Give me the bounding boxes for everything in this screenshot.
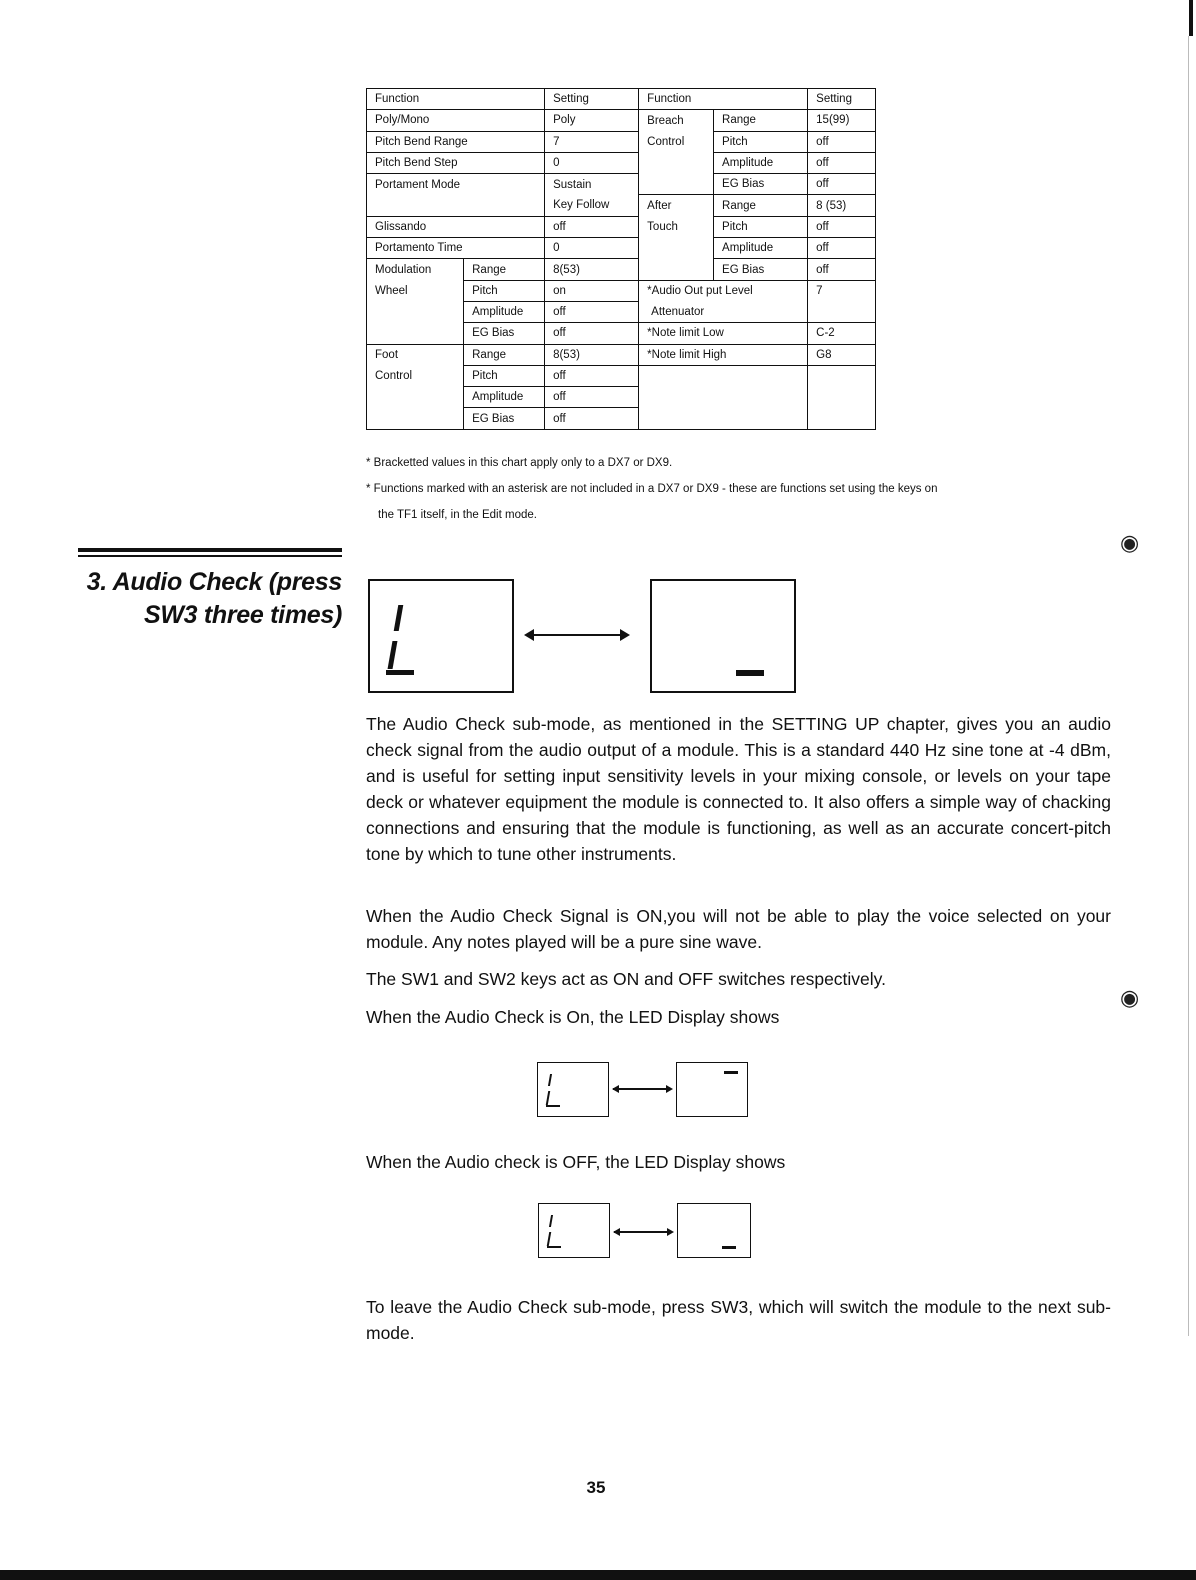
table-cell: EG Bias	[464, 323, 545, 344]
led-segment	[736, 670, 764, 676]
scan-mark: ◉	[1120, 530, 1140, 555]
led-arrow	[614, 1231, 672, 1233]
table-row	[367, 110, 876, 131]
table-row	[367, 238, 876, 259]
table-cell: Portamento Time	[367, 238, 545, 259]
table-cell: off	[808, 131, 876, 152]
table-cell: on	[545, 280, 639, 301]
table-cell: After	[639, 195, 714, 216]
table-cell	[808, 408, 876, 429]
bottom-scan-bar	[0, 1570, 1196, 1580]
table-row	[367, 195, 876, 216]
table-cell: off	[808, 216, 876, 237]
table-cell: Pitch	[714, 131, 808, 152]
scan-mark: ◉	[1120, 985, 1140, 1010]
section-heading	[60, 566, 342, 632]
table-cell: off	[808, 238, 876, 259]
paragraph-audio-check: The Audio Check sub-mode, as mentioned in the SETTING UP chapter, gives you an audio check signal from the audio output of a module. This is a standard 440 Hz sine tone at -4 dBm, and is useful for setting input sensitivity levels in your mixing console, or levels on your tape deck or whatever equipment the module is connected to. It also offers a simple way of chacking connections and ensuring that the module is functioning, as well as an accurate concert-pitch tone by which to tune other instruments.	[366, 714, 1111, 864]
led-digit-left	[368, 579, 514, 693]
led-digit-left	[537, 1062, 609, 1117]
table-cell: Poly	[545, 110, 639, 131]
paragraph-signal-on: When the Audio Check Signal is ON,you will not be able to play the voice selected on your module. Any notes played will be a pure sine wave.	[366, 906, 1111, 952]
table-cell: off	[808, 174, 876, 195]
table-cell: Breach	[639, 110, 714, 131]
table-cell	[367, 301, 464, 322]
table-cell: Foot	[367, 344, 464, 365]
table-cell: G8	[808, 344, 876, 365]
table-cell: Control	[367, 365, 464, 386]
led-segment	[722, 1246, 736, 1249]
led-segment	[386, 670, 414, 675]
table-header: Function	[367, 89, 545, 110]
table-cell: Amplitude	[714, 238, 808, 259]
table-cell: Range	[464, 344, 545, 365]
table-cell: Modulation	[367, 259, 464, 280]
binding-edge	[1189, 0, 1193, 36]
table-cell	[639, 259, 714, 280]
table-cell: *Audio Out put Level	[639, 280, 808, 301]
table-cell: C-2	[808, 323, 876, 344]
table-cell	[639, 408, 808, 429]
led-digit-right	[650, 579, 796, 693]
led-segment	[548, 1074, 552, 1086]
page-number: 35	[586, 1478, 606, 1497]
table-cell: Pitch	[714, 216, 808, 237]
table-cell	[367, 323, 464, 344]
table-row	[367, 152, 876, 173]
table-row	[367, 408, 876, 429]
table-cell: 7	[545, 131, 639, 152]
led-segment	[388, 641, 398, 669]
table-cell: *Note limit High	[639, 344, 808, 365]
table-cell: *Note limit Low	[639, 323, 808, 344]
table-cell: Range	[714, 110, 808, 131]
table-cell: Poly/Mono	[367, 110, 545, 131]
table-cell: 8(53)	[545, 344, 639, 365]
table-cell	[367, 408, 464, 429]
table-cell: off	[545, 365, 639, 386]
table-cell: Attenuator	[639, 301, 808, 322]
section-heading-line: SW3 three times)	[143, 601, 342, 629]
table-cell: Pitch	[464, 280, 545, 301]
table-cell: Wheel	[367, 280, 464, 301]
table-row	[367, 89, 876, 110]
table-cell: Range	[714, 195, 808, 216]
table-header: Setting	[808, 89, 876, 110]
led-segment	[546, 1105, 560, 1107]
table-cell: 8 (53)	[808, 195, 876, 216]
table-cell: off	[545, 408, 639, 429]
paragraph-off-display: When the Audio check is OFF, the LED Display shows	[366, 1152, 786, 1172]
table-cell: off	[545, 216, 639, 237]
table-cell: Amplitude	[714, 152, 808, 173]
paragraph-switches: The SW1 and SW2 keys act as ON and OFF switches respectively.	[366, 969, 886, 989]
table-cell	[808, 301, 876, 322]
table-cell: EG Bias	[714, 174, 808, 195]
table-cell	[639, 365, 808, 386]
table-cell: off	[808, 152, 876, 173]
paragraph-leave: To leave the Audio Check sub-mode, press SW3, which will switch the module to the next sub-mode.	[366, 1297, 1111, 1343]
binding-edge-thin	[1188, 36, 1189, 1336]
table-row	[367, 323, 876, 344]
led-segment	[549, 1215, 553, 1227]
table-cell: Amplitude	[464, 301, 545, 322]
table-cell: EG Bias	[464, 408, 545, 429]
table-cell	[639, 387, 808, 408]
led-arrow-head-right	[620, 629, 630, 641]
table-cell: off	[545, 323, 639, 344]
table-cell: 7	[808, 280, 876, 301]
table-cell	[808, 387, 876, 408]
table-cell: Control	[639, 131, 714, 152]
table-row	[367, 387, 876, 408]
function-settings-table	[366, 88, 876, 430]
table-cell: Key Follow	[545, 195, 639, 216]
led-arrow-head-right	[667, 1228, 674, 1236]
note-asterisk-cont: the TF1 itself, in the Edit mode.	[378, 509, 537, 521]
section-heading-line: 3. Audio Check (press	[86, 568, 342, 596]
table-row	[367, 301, 876, 322]
led-arrow-head-right	[666, 1085, 673, 1093]
table-cell: 15(99)	[808, 110, 876, 131]
table-cell: Pitch Bend Step	[367, 152, 545, 173]
table-cell	[367, 195, 545, 216]
led-digit-left	[538, 1203, 610, 1258]
heading-rule	[78, 555, 342, 557]
table-cell	[808, 365, 876, 386]
table-header: Function	[639, 89, 808, 110]
table-row	[367, 280, 876, 301]
table-cell: Range	[464, 259, 545, 280]
led-arrow	[613, 1088, 671, 1090]
note-asterisk: * Functions marked with an asterisk are not included in a DX7 or DX9 - these are functions set using the keys on	[366, 483, 938, 495]
table-cell: Amplitude	[464, 387, 545, 408]
table-row	[367, 174, 876, 195]
table-header: Setting	[545, 89, 639, 110]
table-cell	[639, 174, 714, 195]
table-row	[367, 131, 876, 152]
table-cell: Touch	[639, 216, 714, 237]
table-cell: Portament Mode	[367, 174, 545, 195]
paragraph-on-display: When the Audio Check is On, the LED Display shows	[366, 1007, 780, 1027]
table-cell: off	[808, 259, 876, 280]
table-row	[367, 365, 876, 386]
table-cell: 0	[545, 238, 639, 259]
table-cell: Glissando	[367, 216, 545, 237]
table-cell: off	[545, 301, 639, 322]
led-arrow-head-left	[613, 1228, 620, 1236]
table-row	[367, 259, 876, 280]
table-row	[367, 216, 876, 237]
led-digit-right	[677, 1203, 751, 1258]
table-cell	[639, 238, 714, 259]
table-cell	[639, 152, 714, 173]
table-cell: 8(53)	[545, 259, 639, 280]
led-segment	[547, 1232, 551, 1246]
led-arrow-head-left	[612, 1085, 619, 1093]
led-segment	[546, 1091, 550, 1105]
table-cell: 0	[545, 152, 639, 173]
led-arrow	[526, 634, 626, 636]
table-notes	[366, 450, 1126, 528]
led-arrow-head-left	[524, 629, 534, 641]
table-row	[367, 344, 876, 365]
note-bracketted: * Bracketted values in this chart apply only to a DX7 or DX9.	[366, 457, 673, 469]
led-segment	[547, 1246, 561, 1248]
table-cell: Sustain	[545, 174, 639, 195]
table-cell	[367, 387, 464, 408]
led-digit-right	[676, 1062, 748, 1117]
table-cell: EG Bias	[714, 259, 808, 280]
heading-rule	[78, 548, 342, 552]
table-cell: Pitch Bend Range	[367, 131, 545, 152]
table-cell: Pitch	[464, 365, 545, 386]
led-segment	[724, 1071, 738, 1074]
table-cell: off	[545, 387, 639, 408]
led-segment	[394, 605, 404, 631]
